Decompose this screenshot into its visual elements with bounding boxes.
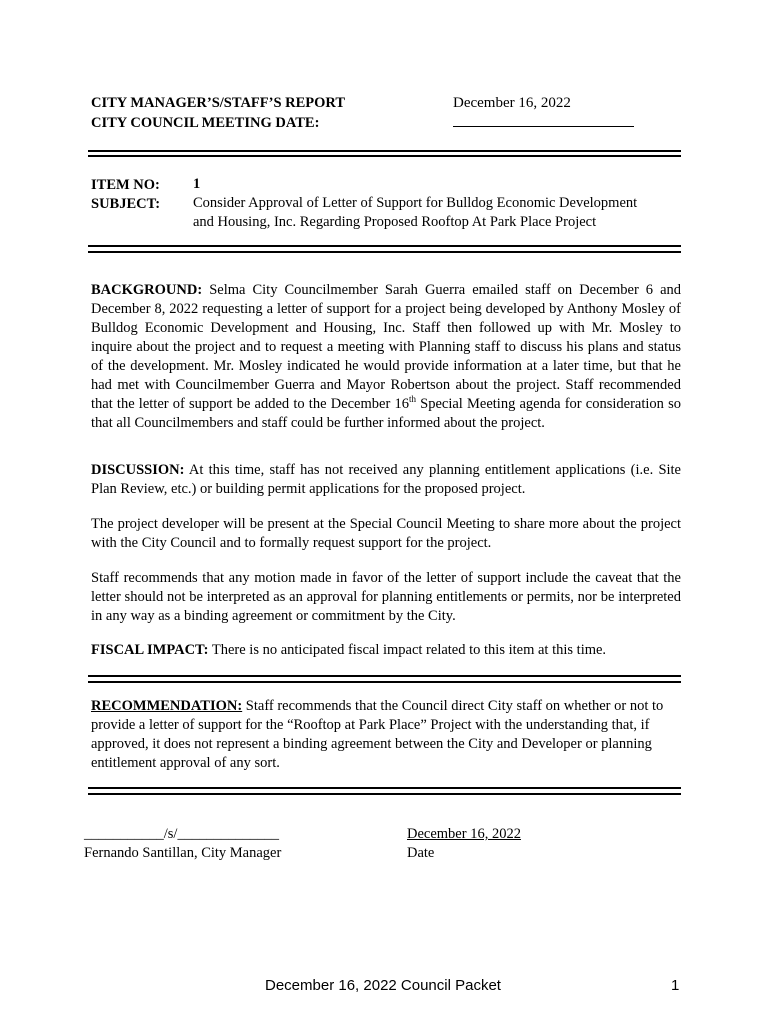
background-text: Selma City Councilmember Sarah Guerra emailed staff on December 6 and December 8, 2022 requesting a letter of support for a project being developed by Anthony Mosley of Bulldog Economic Development and Housing, Inc. Staff then followed up with Mr. Mosley to inquire about the project and to request a meeting with Planning staff to discuss his plans and status of the development. Mr. Mosley indicated he would provide information at a later time, but that he had met with Councilmember Guerra and Mayor Robertson about the project. Staff recommended that the letter of support be added to the December 16 [91,282,682,412]
background-section [91,281,681,433]
footer-packet-label: December 16, 2022 Council Packet [265,977,501,994]
subject-line: and Housing, Inc. Regarding Proposed Rooftop At Park Place Project [193,214,597,230]
report-title: CITY MANAGER’S/STAFF’S REPORT [91,95,346,111]
fiscal-impact-section [91,641,681,660]
item-no-value: 1 [193,176,201,192]
ordinal-suffix: th [408,394,416,405]
meeting-date-value: December 16, 2022 [453,95,571,111]
discussion-text: At this time, staff has not received any planning entitlement applications (i.e. Site Plan Review, etc.) or building permit applications for the proposed project. [91,462,681,497]
recommendation-label: RECOMMENDATION: [91,698,243,714]
divider-rule [88,155,681,157]
subject-label: SUBJECT: [91,196,161,212]
divider-rule [88,251,681,253]
divider-rule [88,150,681,152]
recommendation-section [91,697,681,773]
date-label: Date [407,845,435,861]
divider-rule [88,245,681,247]
subject-line: Consider Approval of Letter of Support for Bulldog Economic Development [193,195,638,211]
subject-text [193,194,683,232]
date-underline [453,126,634,127]
recommendation-text: Staff recommends that the Council direct City staff on whether or not to provide a letter of support for the “Rooftop at Park Place” Project with the understanding that, if approved, it does not represent a binding agreement between the City and Developer or planning entitlement approval of any sort. [91,698,664,771]
discussion-section [91,461,681,499]
divider-rule [88,793,681,795]
background-label: BACKGROUND: [91,282,203,298]
fiscal-impact-text: There is no anticipated fiscal impact related to this item at this time. [211,642,607,658]
signer-name: Fernando Santillan, City Manager [84,845,282,861]
divider-rule [88,675,681,677]
discussion-label: DISCUSSION: [91,462,185,478]
signature-date: December 16, 2022 [407,826,521,842]
divider-rule [88,787,681,789]
discussion-paragraph: The project developer will be present at the Special Council Meeting to share more about the project with the City Council and to formally request support for the project. [91,516,681,551]
page-number: 1 [671,977,680,994]
fiscal-impact-label: FISCAL IMPACT: [91,642,209,658]
divider-rule [88,681,681,683]
signature-line: ___________/s/______________ [84,826,279,842]
item-no-label: ITEM NO: [91,177,160,193]
discussion-paragraph: Staff recommends that any motion made in favor of the letter of support include the caveat that the letter should not be interpreted as an approval for planning entitlements or permits, nor be interpreted in any way as a binding agreement or commitment by the City. [91,570,681,624]
meeting-date-label: CITY COUNCIL MEETING DATE: [91,115,320,131]
background-text-cont: Special Meeting agenda for consideration so that all Councilmembers and staff could be further informed about the project. [91,396,681,431]
